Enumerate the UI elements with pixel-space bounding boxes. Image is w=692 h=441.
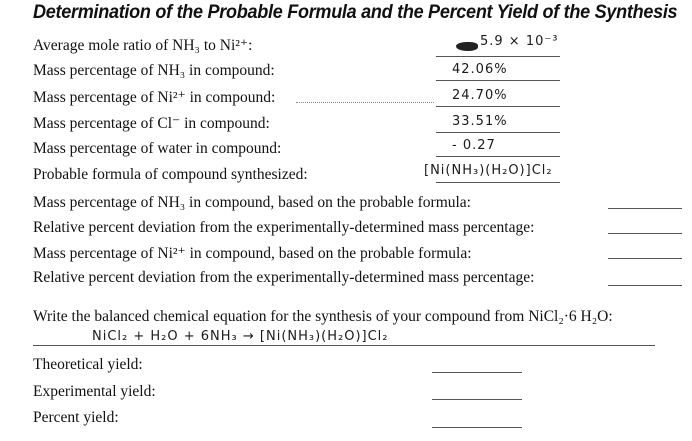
answer-line: [608, 258, 682, 259]
answer-line: [432, 427, 522, 428]
answer-line: [608, 285, 682, 286]
question-label-cl-mass: Mass percentage of Cl⁻ in compound:: [33, 115, 270, 132]
theoretical-yield-label: Theoretical yield:: [33, 356, 143, 373]
dotted-leader: [296, 102, 434, 103]
question-label-nh3-deviation: Relative percent deviation from the experimentally-determined mass percentage:: [33, 219, 535, 236]
answer-nh3-mass: 42.06%: [452, 62, 508, 77]
answer-line: [608, 233, 682, 234]
answer-water-mass: - 0.27: [452, 138, 496, 153]
percent-yield-label: Percent yield:: [33, 409, 119, 426]
question-label-nh3-mass: Mass percentage of NH₃ in compound:: [33, 62, 275, 79]
answer-line: [436, 132, 560, 133]
answer-line: [436, 106, 560, 107]
equation-answer: NiCl₂ + H₂O + 6NH₃ → [Ni(NH₃)(H₂O)]Cl₂: [92, 329, 389, 344]
question-label-nh3-formula-mass: Mass percentage of NH₃ in compound, based on the probable formula:: [33, 194, 471, 211]
question-label-water-mass: Mass percentage of water in compound:: [33, 140, 282, 157]
answer-line: [608, 208, 682, 209]
experimental-yield-label: Experimental yield:: [33, 383, 156, 400]
answer-line: [432, 372, 522, 373]
scribble-mark: [456, 42, 478, 51]
question-label-ni-formula-mass: Mass percentage of Ni²⁺ in compound, based on the probable formula:: [33, 245, 472, 262]
answer-line: [436, 56, 560, 57]
answer-probable-formula: [Ni(NH₃)(H₂O)]Cl₂: [424, 163, 553, 178]
question-label-ni-mass: Mass percentage of Ni²⁺ in compound:: [33, 89, 276, 106]
question-label-mole-ratio: Average mole ratio of NH₃ to Ni²⁺:: [33, 37, 253, 54]
worksheet-title: Determination of the Probable Formula and the Percent Yield of the Synthesis: [33, 2, 678, 23]
answer-mole-ratio: 5.9 × 10⁻³: [480, 34, 559, 49]
answer-line: [436, 80, 560, 81]
equation-prompt: Write the balanced chemical equation for the synthesis of your compound from NiCl₂·6 H₂O:: [33, 308, 613, 325]
answer-line: [436, 156, 560, 157]
answer-line: [432, 399, 522, 400]
answer-ni-mass: 24.70%: [452, 88, 508, 103]
equation-line: [33, 345, 655, 346]
question-label-probable-formula: Probable formula of compound synthesized:: [33, 166, 308, 183]
question-label-ni-deviation: Relative percent deviation from the experimentally-determined mass percentage:: [33, 269, 535, 286]
answer-line: [436, 182, 560, 183]
answer-cl-mass: 33.51%: [452, 114, 508, 129]
